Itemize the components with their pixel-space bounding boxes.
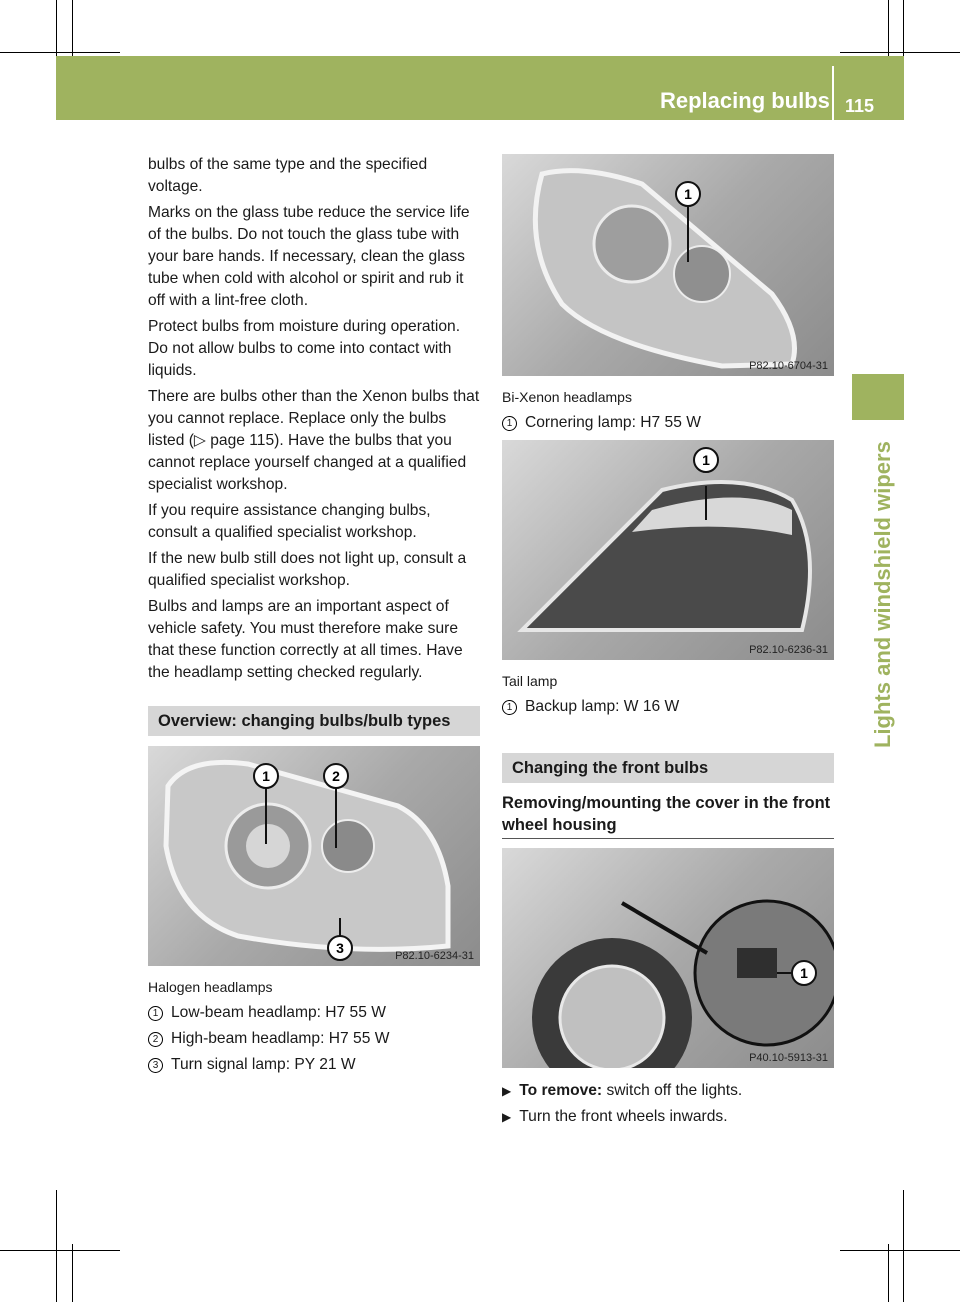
legend-number: 3 — [148, 1058, 163, 1073]
left-column — [148, 154, 482, 688]
paragraph: Protect bulbs from moisture during operation. Do not allow bulbs to come into contact with liquids. — [148, 318, 461, 379]
crop-mark — [903, 1190, 904, 1302]
bixenon-headlamp-illustration — [502, 154, 834, 376]
step-body: Turn the front wheels inwards. — [519, 1108, 728, 1125]
page-title: Replacing bulbs — [660, 88, 830, 113]
bixenon-legend — [502, 386, 834, 434]
tail-legend — [502, 670, 834, 718]
legend-number: 1 — [502, 700, 517, 715]
crop-mark — [0, 52, 120, 53]
crop-mark — [888, 1244, 889, 1302]
callout-number: 3 — [336, 940, 344, 956]
callout-number: 1 — [800, 965, 808, 981]
wheel-housing-photo — [502, 848, 834, 1068]
crop-mark — [840, 52, 960, 53]
figure-code: P40.10-5913-31 — [749, 1052, 828, 1064]
crop-mark — [56, 1190, 57, 1302]
wheel-housing-illustration — [502, 848, 834, 1068]
section-heading-front-bulbs: Changing the front bulbs — [502, 753, 834, 783]
legend-item — [502, 696, 834, 718]
steps-list — [502, 1080, 834, 1128]
legend-number: 1 — [502, 416, 517, 431]
step-label: To remove: — [519, 1082, 603, 1099]
step-arrow-icon: ▶ — [502, 1084, 512, 1098]
chapter-label: Lights and windshield wipers — [870, 441, 895, 748]
legend-text: High-beam headlamp: H7 55 W — [171, 1030, 390, 1047]
legend-item — [148, 1028, 482, 1050]
bixenon-headlamp-photo — [502, 154, 834, 376]
callout-number: 2 — [332, 768, 340, 784]
sub-heading: Removing/mounting the cover in the front wheel housing — [502, 792, 834, 839]
halogen-legend — [148, 976, 482, 1076]
paragraph: If you require assistance changing bulbs, consult a qualified specialist workshop. — [148, 502, 431, 541]
step-body: switch off the lights. — [602, 1082, 743, 1099]
legend-item — [502, 412, 834, 434]
page-number: 115 — [845, 96, 875, 116]
crop-mark — [72, 0, 73, 60]
crop-mark — [840, 1250, 960, 1251]
legend-text: Low-beam headlamp: H7 55 W — [171, 1004, 386, 1021]
figure-caption: Tail lamp — [502, 673, 558, 689]
step-item — [502, 1106, 834, 1128]
callout-number: 1 — [262, 768, 270, 784]
legend-text: Turn signal lamp: PY 21 W — [171, 1056, 356, 1073]
step-item — [502, 1080, 834, 1102]
step-text — [519, 1080, 742, 1102]
legend-text: Cornering lamp: H7 55 W — [525, 414, 701, 431]
figure-code: P82.10-6236-31 — [749, 644, 828, 656]
paragraph: If the new bulb still does not light up, consult a qualified specialist workshop. — [148, 550, 467, 589]
paragraph: bulbs of the same type and the specified voltage. — [148, 156, 428, 195]
figure-caption: Halogen headlamps — [148, 979, 273, 995]
header-divider — [832, 66, 834, 120]
callout-number: 1 — [702, 452, 710, 468]
legend-text: Backup lamp: W 16 W — [525, 698, 680, 715]
legend-item — [148, 1054, 482, 1076]
chapter-tab — [852, 374, 904, 420]
paragraph: Bulbs and lamps are an important aspect of vehicle safety. You must therefore make sure that these function correctly at all times. Have the headlamp setting checked regularly. — [148, 598, 463, 681]
legend-item — [148, 1002, 482, 1024]
crop-mark — [0, 1250, 120, 1251]
paragraph: There are bulbs other than the Xenon bulbs that you cannot replace. Replace only the bulbs listed (▷ page 115). Have the bulbs that you cannot replace yourself changed at a qualified specialist workshop. — [148, 388, 480, 493]
crop-mark — [888, 0, 889, 60]
figure-code: P82.10-6704-31 — [749, 360, 828, 372]
paragraph: Marks on the glass tube reduce the service life of the bulbs. Do not touch the glass tube with your bare hands. If necessary, clean the glass tube when cold with alcohol or spirit and rub it off with a lint-free cloth. — [148, 204, 470, 309]
legend-number: 1 — [148, 1006, 163, 1021]
figure-code: P82.10-6234-31 — [395, 950, 474, 962]
front-wheel-subsection — [502, 782, 834, 839]
legend-number: 2 — [148, 1032, 163, 1047]
halogen-headlamp-illustration — [148, 746, 480, 966]
step-arrow-icon: ▶ — [502, 1110, 512, 1124]
figure-caption: Bi-Xenon headlamps — [502, 389, 632, 405]
tail-lamp-photo — [502, 440, 834, 660]
halogen-headlamp-photo — [148, 746, 480, 966]
callout-number: 1 — [684, 186, 692, 202]
tail-lamp-illustration — [502, 440, 834, 660]
crop-mark — [72, 1244, 73, 1302]
section-heading-overview: Overview: changing bulbs/bulb types — [148, 706, 480, 736]
